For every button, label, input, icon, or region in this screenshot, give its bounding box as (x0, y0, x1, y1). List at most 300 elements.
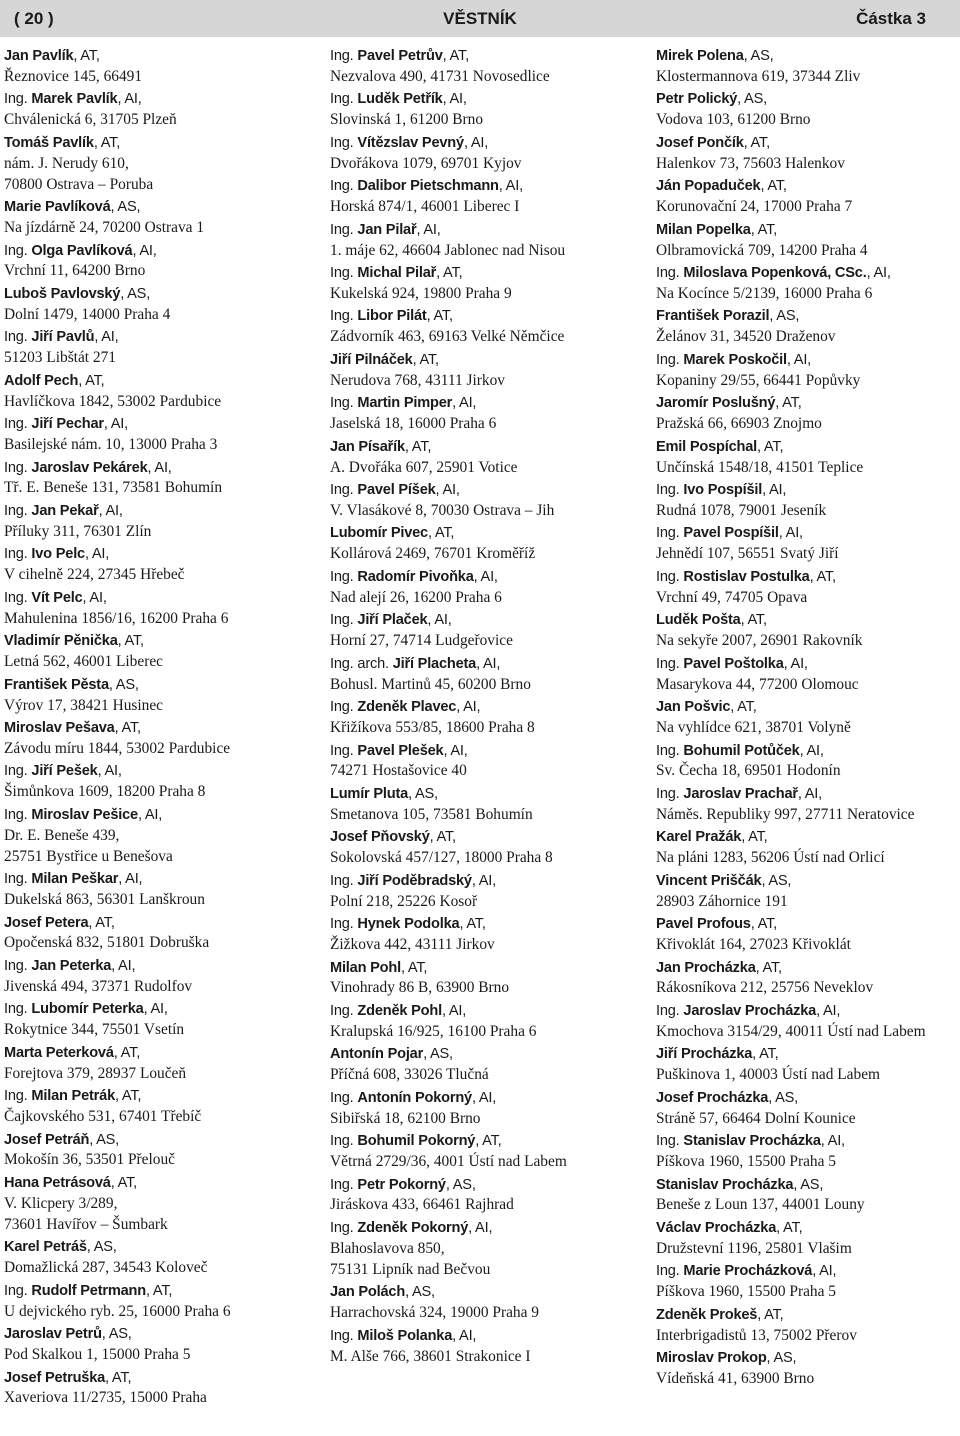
entry-address: Klostermannova 619, 37344 Zliv (656, 67, 861, 85)
entry-type: , AI, (97, 763, 122, 780)
list-item (656, 263, 960, 305)
entry-type: , AI, (94, 329, 119, 346)
entry-name: Miloslava Popenková, CSc. (683, 265, 867, 282)
entry-title: Ing. arch. (330, 655, 389, 672)
list-item (4, 1086, 322, 1128)
entry-name: Jiří Pechar (31, 416, 104, 433)
entry-heading (656, 1044, 960, 1065)
entry-heading (656, 480, 960, 501)
entry-address: Rudná 1078, 79001 Jeseník (656, 501, 827, 519)
list-item (4, 544, 322, 586)
entry-heading (656, 176, 960, 197)
entry-name: Adolf Pech (4, 372, 79, 389)
entry-title: Ing. (4, 589, 28, 606)
entry-heading (330, 133, 648, 154)
entry-address: 25751 Bystřice u Benešova (4, 847, 173, 865)
entry-name: Antonín Pokorný (357, 1089, 472, 1106)
entry-title: Ing. (330, 1327, 354, 1344)
entry-heading (4, 1130, 322, 1151)
entry-address: Vrchní 49, 74705 Opava (656, 588, 808, 606)
entry-heading (330, 1326, 648, 1347)
entry-type: , AS, (761, 872, 792, 889)
column-1 (4, 46, 322, 1411)
entry-heading (656, 46, 960, 67)
entry-heading (4, 501, 322, 522)
entry-title: Ing. (330, 612, 354, 629)
entry-address: Xaveriova 11/2735, 15000 Praha (4, 1389, 207, 1407)
entry-address: 28903 Záhornice 191 (656, 892, 788, 910)
list-item (330, 437, 648, 479)
entry-heading (656, 437, 960, 458)
list-item (330, 480, 648, 522)
list-item (656, 784, 960, 826)
entry-heading (330, 784, 648, 805)
list-item (330, 871, 648, 913)
entry-type: , AS, (110, 199, 141, 216)
list-item (4, 913, 322, 955)
entry-name: Marek Pavlík (31, 91, 118, 108)
entry-title: Ing. (656, 742, 680, 759)
entry-title: Ing. (4, 1282, 28, 1299)
entry-address: Zádvorník 463, 69163 Velké Němčice (330, 328, 565, 346)
list-item (330, 306, 648, 348)
entry-address: Olbramovická 709, 14200 Praha 4 (656, 241, 868, 259)
entry-name: Mirek Polena (656, 48, 744, 64)
entry-address: Dvořákova 1079, 69701 Kyjov (330, 154, 522, 172)
entry-address: Jiráskova 433, 66461 Rajhrad (330, 1196, 514, 1214)
entry-name: Zdeněk Pohl (357, 1002, 442, 1019)
entry-type: , AS, (445, 1176, 476, 1193)
entry-title: Ing. (330, 308, 354, 325)
entry-type: , AS, (423, 1046, 453, 1063)
entry-title: Ing. (656, 1263, 680, 1280)
entry-title: Ing. (656, 1133, 680, 1150)
entry-address: Letná 562, 46001 Liberec (4, 653, 163, 671)
entry-heading (4, 89, 322, 110)
entry-address: V. Vlasákové 8, 70030 Ostrava – Jih (330, 501, 555, 519)
entry-heading (330, 958, 648, 979)
entry-type: , AT, (105, 1369, 132, 1386)
entry-address: Nad alejí 26, 16200 Praha 6 (330, 588, 502, 606)
entry-heading (330, 176, 648, 197)
entry-name: Milan Peškar (31, 871, 119, 888)
list-item (656, 654, 960, 696)
entry-heading (4, 46, 322, 67)
entry-heading (4, 956, 322, 977)
page-header (0, 0, 960, 37)
entry-name: Jaromír Poslušný (656, 395, 776, 412)
list-item (4, 675, 322, 717)
entry-heading (4, 1086, 322, 1107)
list-item (656, 958, 960, 1000)
list-item (656, 306, 960, 348)
entry-name: Josef Petruška (4, 1369, 106, 1386)
entry-name: Pavel Plešek (357, 742, 444, 759)
entry-type: , AT, (426, 308, 453, 325)
entry-address: Na pláni 1283, 56206 Ústí nad Orlicí (656, 849, 885, 867)
entry-heading (330, 1088, 648, 1109)
entry-type: , AI, (441, 1002, 467, 1019)
entry-name: Jiří Placheta (392, 655, 477, 672)
entry-title: Ing. (330, 265, 354, 282)
list-item (330, 567, 648, 609)
entry-heading (656, 1175, 960, 1196)
entry-name: Martin Pimper (357, 395, 453, 412)
entry-title: Ing. (4, 329, 28, 346)
entry-title: Ing. (330, 395, 354, 412)
entry-type: , AT, (809, 568, 836, 585)
entry-address: Masarykova 44, 77200 Olomouc (656, 675, 859, 693)
entry-title: Ing. (4, 1001, 28, 1018)
entry-title: Ing. (330, 91, 354, 108)
entry-address: Unčínská 1548/18, 41501 Teplice (656, 458, 864, 476)
entry-address: Halenkov 73, 75603 Halenkov (656, 154, 845, 172)
entry-title: Ing. (4, 502, 28, 519)
entry-heading (656, 1088, 960, 1109)
entry-type: , AI, (463, 134, 489, 151)
entry-title: Ing. (330, 1002, 354, 1019)
entry-name: Miroslav Pešava (4, 720, 115, 736)
entry-type: , AI, (435, 482, 460, 499)
entry-type: , AI, (132, 242, 157, 259)
entry-title: Ing. (656, 1002, 680, 1019)
entry-heading (330, 523, 648, 544)
entry-name: Josef Pňovský (330, 829, 430, 846)
entry-type: , AS, (108, 676, 139, 693)
entry-type: , AI, (82, 589, 107, 606)
entry-type: , AT, (400, 959, 428, 976)
entry-name: Radomír Pivoňka (357, 568, 474, 585)
entry-title: Ing. (4, 957, 28, 974)
list-item (330, 914, 648, 956)
entry-address: Dukelská 863, 56301 Lanškroun (4, 891, 205, 909)
entry-name: Marie Procházková (683, 1263, 813, 1280)
entry-type: , AI, (103, 416, 128, 433)
entry-address: Vrchní 11, 64200 Brno (4, 262, 146, 280)
list-item (4, 999, 322, 1041)
entry-name: Vítězslav Pevný (357, 134, 464, 151)
entry-address: 74271 Hostašovice 40 (330, 762, 467, 780)
entry-title: Ing. (330, 1133, 354, 1150)
entry-heading (656, 1348, 960, 1369)
entry-address: Kmochova 3154/29, 40011 Ústí nad Labem (656, 1022, 926, 1040)
list-item (656, 827, 960, 869)
entry-name: Rostislav Postulka (683, 568, 810, 585)
list-item (330, 350, 648, 392)
entry-heading (330, 46, 648, 67)
entry-name: Lubomír Peterka (31, 1001, 144, 1018)
list-item (330, 1326, 648, 1368)
list-item (330, 1088, 648, 1130)
list-item (656, 220, 960, 262)
entry-heading (656, 306, 960, 327)
list-item (4, 1173, 322, 1236)
entry-type: , AS, (768, 1089, 799, 1106)
entry-heading (4, 371, 322, 392)
entry-heading (4, 133, 322, 154)
entry-name: Jaroslav Procházka (683, 1002, 817, 1019)
list-item (656, 1175, 960, 1217)
entry-heading (4, 913, 322, 934)
issue-part: Částka 3 (856, 9, 926, 28)
entry-type: , AI, (147, 459, 172, 476)
entry-type: , AT, (743, 134, 770, 151)
entry-heading (656, 89, 960, 110)
entry-heading (656, 958, 960, 979)
entry-address: Jaselská 18, 16000 Praha 6 (330, 415, 497, 433)
entry-name: Marta Peterková (4, 1044, 114, 1061)
entry-address: U dejvického ryb. 25, 16000 Praha 6 (4, 1302, 231, 1320)
entry-name: Luděk Pošta (656, 612, 741, 629)
entry-name: Zdeněk Pokorný (357, 1219, 469, 1236)
entry-heading (4, 241, 322, 262)
entry-heading (656, 741, 960, 762)
entry-heading (656, 914, 960, 935)
list-item (4, 1043, 322, 1085)
entry-name: Olga Pavlíková (31, 242, 133, 259)
entry-title: Ing. (656, 785, 680, 802)
entry-heading (4, 1368, 322, 1389)
list-item (4, 761, 322, 803)
entry-heading (656, 1001, 960, 1022)
list-item (330, 176, 648, 218)
entry-title: Ing. (4, 91, 28, 108)
journal-title: VĚSTNÍK (443, 9, 517, 28)
list-item (4, 718, 322, 760)
entry-heading (4, 718, 322, 739)
list-item (4, 956, 322, 998)
entry-address: Nezvalova 490, 41731 Novosedlice (330, 67, 550, 85)
list-item (330, 1044, 648, 1086)
entry-type: , AI, (762, 482, 787, 499)
entry-address: Píškova 1960, 15500 Praha 5 (656, 1283, 836, 1301)
entry-heading (4, 284, 322, 305)
entry-title: Ing. (656, 655, 680, 672)
entry-address: 75131 Lipník nad Bečvou (330, 1260, 491, 1278)
entry-type: , AT, (757, 438, 784, 455)
list-item (330, 263, 648, 305)
list-item (656, 914, 960, 956)
entry-type: , AT, (93, 134, 121, 151)
entry-title: Ing. (4, 871, 28, 888)
entry-type: , AI, (98, 502, 123, 519)
entry-name: Lumír Pluta (330, 785, 409, 802)
list-item (4, 371, 322, 413)
entry-address: Pražská 66, 66903 Znojmo (656, 415, 822, 433)
entry-heading (330, 393, 648, 414)
entry-name: Jiří Pešek (31, 763, 98, 780)
entry-name: Hana Petrásová (4, 1174, 111, 1191)
entry-name: Miroslav Prokop (656, 1350, 767, 1367)
entry-heading (330, 697, 648, 718)
entry-name: Pavel Pospíšil (683, 525, 779, 542)
entry-address: Čajkovského 531, 67401 Třebíč (4, 1108, 202, 1126)
entry-name: Jiří Procházka (656, 1046, 753, 1063)
entry-type: , AT, (110, 1174, 138, 1191)
entry-title: Ing. (330, 178, 354, 195)
entry-title: Ing. (330, 1089, 354, 1106)
entry-type: , AS, (86, 1239, 117, 1256)
list-item (656, 1218, 960, 1260)
entry-name: Václav Procházka (656, 1219, 777, 1236)
entry-address: Chválenická 6, 31705 Plzeň (4, 111, 177, 129)
list-item (4, 327, 322, 369)
list-item (656, 1305, 960, 1347)
entry-name: Jan Procházka (656, 959, 756, 976)
entry-address: Řeznovice 145, 66491 (4, 67, 143, 85)
entry-title: Ing. (656, 482, 680, 499)
entry-type: , AI, (452, 1327, 477, 1344)
entry-heading (4, 458, 322, 479)
entry-type: , AT, (750, 916, 778, 933)
entry-heading (4, 1173, 322, 1194)
entry-name: Pavel Píšek (357, 482, 436, 499)
entry-title: Ing. (330, 568, 354, 585)
entry-type: , AT, (755, 959, 782, 976)
entry-type: , AT, (114, 720, 141, 736)
entry-name: Petr Pokorný (357, 1176, 446, 1193)
entry-name: Jaroslav Petrů (4, 1326, 102, 1343)
entry-address: V. Klicpery 3/289, (4, 1194, 118, 1212)
entry-address: Příčná 608, 33026 Tlučná (330, 1066, 489, 1084)
entry-address: Forejtova 379, 28937 Loučeň (4, 1064, 187, 1082)
entry-name: František Porazil (656, 308, 770, 325)
entry-title: Ing. (4, 546, 28, 563)
entry-title: Ing. (330, 134, 354, 151)
entry-name: Emil Pospíchal (656, 438, 758, 455)
entry-address: Blahoslavova 850, (330, 1239, 445, 1257)
entry-address: A. Dvořáka 607, 25901 Votice (330, 458, 518, 476)
entry-name: Karel Petráš (4, 1239, 87, 1256)
entry-type: , AI, (442, 91, 467, 108)
entry-type: , AI, (812, 1263, 837, 1280)
entry-type: , AS, (737, 91, 767, 108)
entry-type: , AT, (73, 48, 100, 64)
entry-title: Ing. (4, 242, 28, 259)
entry-type: , AI, (471, 1089, 497, 1106)
entry-address: Výrov 17, 38421 Husinec (4, 696, 164, 714)
entry-address: 73601 Havířov – Šumbark (4, 1215, 168, 1233)
entry-type: , AS, (769, 308, 800, 325)
entry-heading (656, 827, 960, 848)
list-item (4, 631, 322, 673)
entry-heading (656, 871, 960, 892)
entry-type: , AS, (89, 1131, 120, 1148)
entry-type: , AI, (117, 91, 142, 108)
entry-address: Mahulenina 1856/16, 16200 Praha 6 (4, 609, 229, 627)
entry-type: , AT, (145, 1282, 173, 1299)
entry-name: Rudolf Petrmann (31, 1282, 146, 1299)
entry-type: , AT, (113, 1044, 141, 1061)
entry-heading (656, 567, 960, 588)
entry-heading (4, 327, 322, 348)
entry-name: Miroslav Pešice (31, 806, 138, 823)
entry-address: Sv. Čecha 18, 69501 Hodonín (656, 762, 841, 780)
entry-type: , AI, (783, 655, 808, 672)
entry-type: , AT, (741, 829, 768, 846)
entry-type: , AS, (405, 1284, 435, 1301)
list-item (4, 588, 322, 630)
entry-type: , AT, (117, 633, 144, 650)
entry-type: , AT, (752, 1046, 779, 1063)
entry-heading (4, 805, 322, 826)
entry-address: Vinohrady 86 B, 63900 Brno (330, 979, 510, 997)
entry-name: Jan Peterka (31, 957, 112, 974)
entry-address: Náměs. Republiky 997, 27711 Neratovice (656, 805, 915, 823)
entry-type: , AT, (776, 1219, 803, 1236)
entry-name: Tomáš Pavlík (4, 134, 94, 151)
entry-address: Harrachovská 324, 19000 Praha 9 (330, 1304, 539, 1322)
entry-address: Na sekyře 2007, 26901 Rakovník (656, 632, 863, 650)
entry-name: Bohumil Pokorný (357, 1133, 476, 1150)
entry-heading (4, 414, 322, 435)
list-item (656, 1131, 960, 1173)
list-item (4, 1324, 322, 1366)
entry-type: , AT, (78, 372, 105, 389)
entry-heading (656, 523, 960, 544)
list-item (4, 1281, 322, 1323)
entry-heading (330, 480, 648, 501)
entry-heading (330, 914, 648, 935)
entry-name: Jiří Pilnáček (330, 351, 413, 368)
entry-title: Ing. (656, 525, 680, 542)
entry-heading (656, 1305, 960, 1326)
entry-type: , AT, (442, 48, 469, 64)
entry-title: Ing. (330, 872, 354, 889)
list-item (656, 1348, 960, 1390)
entry-name: Vladimír Pěnička (4, 633, 118, 650)
entry-name: Pavel Poštolka (683, 655, 784, 672)
entry-address: Smetanova 105, 73581 Bohumín (330, 805, 533, 823)
entry-type: , AI, (797, 785, 823, 802)
entry-type: , AT, (760, 178, 787, 195)
entry-heading (330, 1044, 648, 1065)
entry-name: Pavel Profous (656, 916, 751, 933)
list-item (656, 133, 960, 175)
entry-type: , AI, (143, 1001, 168, 1018)
list-item (656, 176, 960, 218)
entry-name: Josef Petráň (4, 1131, 90, 1148)
entry-type: , AI, (427, 612, 452, 629)
entry-name: Ivo Pospíšil (683, 482, 763, 499)
entry-address: Vodova 103, 61200 Brno (656, 111, 811, 129)
list-item (330, 1001, 648, 1043)
entry-heading (330, 350, 648, 371)
entry-name: Ján Popaduček (656, 178, 761, 195)
entry-address: Větrná 2729/36, 4001 Ústí nad Labem (330, 1153, 567, 1171)
list-item (656, 523, 960, 565)
entry-title: Ing. (330, 48, 354, 64)
entry-address: M. Alše 766, 38601 Strakonice I (330, 1347, 531, 1365)
entry-type: , AI, (452, 395, 477, 412)
list-item (656, 1088, 960, 1130)
page-number: ( 20 ) (14, 9, 54, 28)
entry-address: Příluky 311, 76301 Zlín (4, 522, 152, 540)
entry-address: Kollárová 2469, 76701 Kroměříž (330, 545, 536, 563)
entry-type: , AS, (766, 1350, 797, 1367)
entry-name: Lubomír Pivec (330, 525, 428, 542)
entry-heading (330, 654, 648, 675)
entry-type: , AI, (786, 351, 812, 368)
entry-address: Rokytnice 344, 75501 Vsetín (4, 1021, 185, 1039)
entry-address: Šimůnkova 1609, 18200 Praha 8 (4, 783, 206, 801)
entry-name: Jan Pekař (31, 502, 99, 519)
entry-type: , AS, (793, 1176, 824, 1193)
entry-type: , AT, (750, 221, 778, 238)
entry-title: Ing. (4, 416, 28, 433)
entry-type: , AS, (101, 1326, 132, 1343)
entry-name: Michal Pilař (357, 265, 437, 282)
